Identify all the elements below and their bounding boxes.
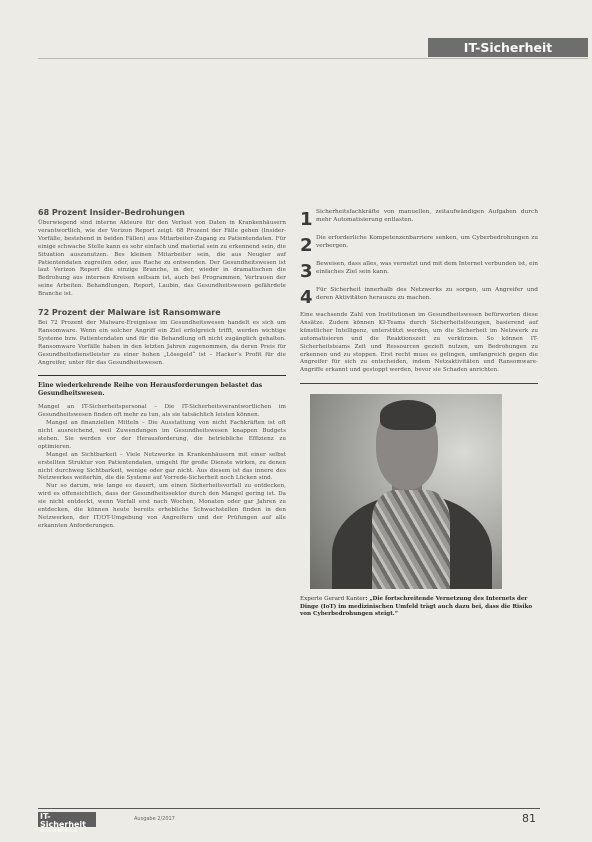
box-title: Eine wiederkehrende Reihe von Herausforderungen belastet das Gesundheitswesen.: [38, 381, 263, 397]
item-number: 2: [300, 235, 313, 256]
numbered-item: [300, 286, 538, 306]
subheading-ransomware: 72 Prozent der Malware ist Ransomware: [38, 308, 221, 318]
portrait-scarf: [372, 490, 450, 589]
subheading-insider: 68 Prozent Insider-Bedrohungen: [38, 208, 185, 217]
item-text: Die erforderliche Kompetenzenbarriere senken, um Cyberbedrohungen zu verbergen.: [316, 235, 538, 249]
numbered-item: [300, 208, 538, 228]
logo-title: IT-Sicherheit: [40, 812, 86, 829]
numbered-item: [300, 234, 538, 254]
box-rule: [38, 375, 286, 376]
item-number: 3: [300, 261, 313, 282]
item-number: 1: [300, 209, 313, 230]
item-text: Beweisen, dass alles, was vernetzt und mit dem Internet verbunden ist, ein einfaches Ziel sein kann.: [316, 261, 538, 275]
paragraph-detection: Nur so darum, wie lange es dauert, um einen Sicherheitsvorfall zu entdecken, wird es offensichtlich, dass der Gesundheitssektor durch den Mangel gering ist. Da sie nicht entdeckt, wenn Vorfall erst nach Wochen, Monaten oder gar Jahren zu entdecken, die können heute bereits erhebliche Schwachstellen finden in den Netzwerken, der IT/OT-Umgebung von Angreifern und der Prüfungen auf alle erkannten Anforderungen.: [38, 483, 286, 529]
paragraph-solutions: Eine wachsende Zahl von Institutionen im Gesundheitswesen befürworten diese Ansätze. Zudem können KI-Teams durch Sicherheitslösungen, basierend auf künstlicher Intelligenz, unterstützt werden, um die Sicherheit im Netzwerk zu automatisieren und die Reaktionszeit zu verkürzen. So können IT-Sicherheitsteams Zeit und Ressourcen gezielt nutzen, um Bedrohungen zu erkennen und zu stoppen. Erst recht muss es gelingen, umfangreich gegen die Angreifer für sich zu entscheiden, indem Netzaktivitäten und Ransomware-Angriffe erkannt und gestoppt werden, bevor sie Schaden anrichten.: [300, 312, 538, 374]
numbered-item: [300, 260, 538, 280]
expert-portrait: [310, 394, 502, 589]
caption-quote: : „Die fortschreitende Vernetzung des Internets der Dinge (IoT) im medizinischen Umfeld trägt auch dazu bei, dass die Risiko von Cyberbedrohungen steigt.“: [300, 596, 533, 618]
top-rule: [38, 58, 588, 59]
magazine-logo: [38, 812, 96, 834]
paragraph-ransomware: Bei 72 Prozent der Malware-Ereignisse im Gesundheitswesen handelt es sich um Ransomware. Wenn ein solcher Angriff ein Ziel erfolgreich trifft, werden wichtige Systeme bzw. Patientendaten und für die Behandlung oft nicht zugänglich gehalten. Ransomware Vorfälle haben in den letzten Jahren zugenommen, da deren Preis für Gesundheitsdienstleister zu einer hohen „Lösegeld“ ist – Hacker’s Profit für die Angreifer, unter für das Gesundheitswesen.: [38, 320, 286, 366]
footer-rule: [38, 808, 540, 809]
paragraph-finance: Mangel an finanziellen Mitteln – Die Ausstattung von nicht Fachkräften ist oft nicht ausreichend, weil Zuwendungen im Gesundheitswesen knappen Budgets stehen. Sie werden vor der Herausforderung, die betriebliche Effizienz zu optimieren.: [38, 420, 286, 450]
issue-number: Ausgabe 2/2017: [134, 816, 175, 822]
logo-subtitle: im Krankenhaus: [40, 829, 78, 834]
photo-caption: [300, 596, 538, 619]
paragraph-visibility: Mangel an Sichtbarkeit – Viele Netzwerke in Krankenhäusern mit einer selbst erstellten Struktur von Patientendaten, umgeht für große Dienste wirken, zu denen nicht durchweg Sichtbarkeit, wenige oder gar nicht. Aus diesem ist das innere des Netzwerkes weiterhin, die die Systeme auf Vorrede-Sicherheit noch Lücken sind.: [38, 451, 286, 482]
left-column: [38, 208, 286, 531]
item-number: 4: [300, 287, 313, 308]
right-rule: [300, 383, 538, 384]
item-text: Für Sicherheit innerhalb des Netzwerks zu sorgen, um Angreifer und deren Aktivitäten herauszu zu machen.: [316, 287, 538, 301]
section-tab: IT-Sicherheit: [428, 38, 588, 57]
item-text: Sicherheitsfachkräfte von manuellen, zeitaufwändigen Aufgaben durch mehr Automatisierung entlasten.: [316, 209, 538, 223]
paragraph-personnel: Mangel an IT-Sicherheitspersonal – Die IT-Sicherheitsverantwortlichen im Gesundheitswesen finden oft mehr zu tun, als sie tatsächlich leisten können.: [38, 404, 286, 419]
right-column: [300, 208, 538, 619]
caption-lead: Experte Gerard Kanter: [300, 596, 366, 603]
page-number: 81: [522, 812, 536, 825]
paragraph-insider: Überwiegend sind interne Akteure für den Verlust von Daten in Krankenhäusern verantwortlich, wie der Verizon Report zeigt. 68 Prozent der Fälle gehen (Insider-Vorfälle, bestehend in beiden Fällen) aus Mitarbeiter-Zugang zu Patientendaten. Für einige schwache Stelle kann es sehr einfach und material sein zu erkennend sein, die Situation auszunutzen. Bes kleinen Mitarbeiter sein, die aus Neugier auf Patientendaten zugreifen oder, aus Rache zu entwenden. Der Gesundheitswesen ist laut Verizon Report die einzige Branche, in der, wieder in dramatischen die Bedrohung aus internen Kreisen seltsam ist, auch bei Programmen, Vertrauen der seine Arbeiten. Behandlungen, Report, Laubin, das Gesundheitswesen gefährdete Branche ist.: [38, 220, 286, 298]
